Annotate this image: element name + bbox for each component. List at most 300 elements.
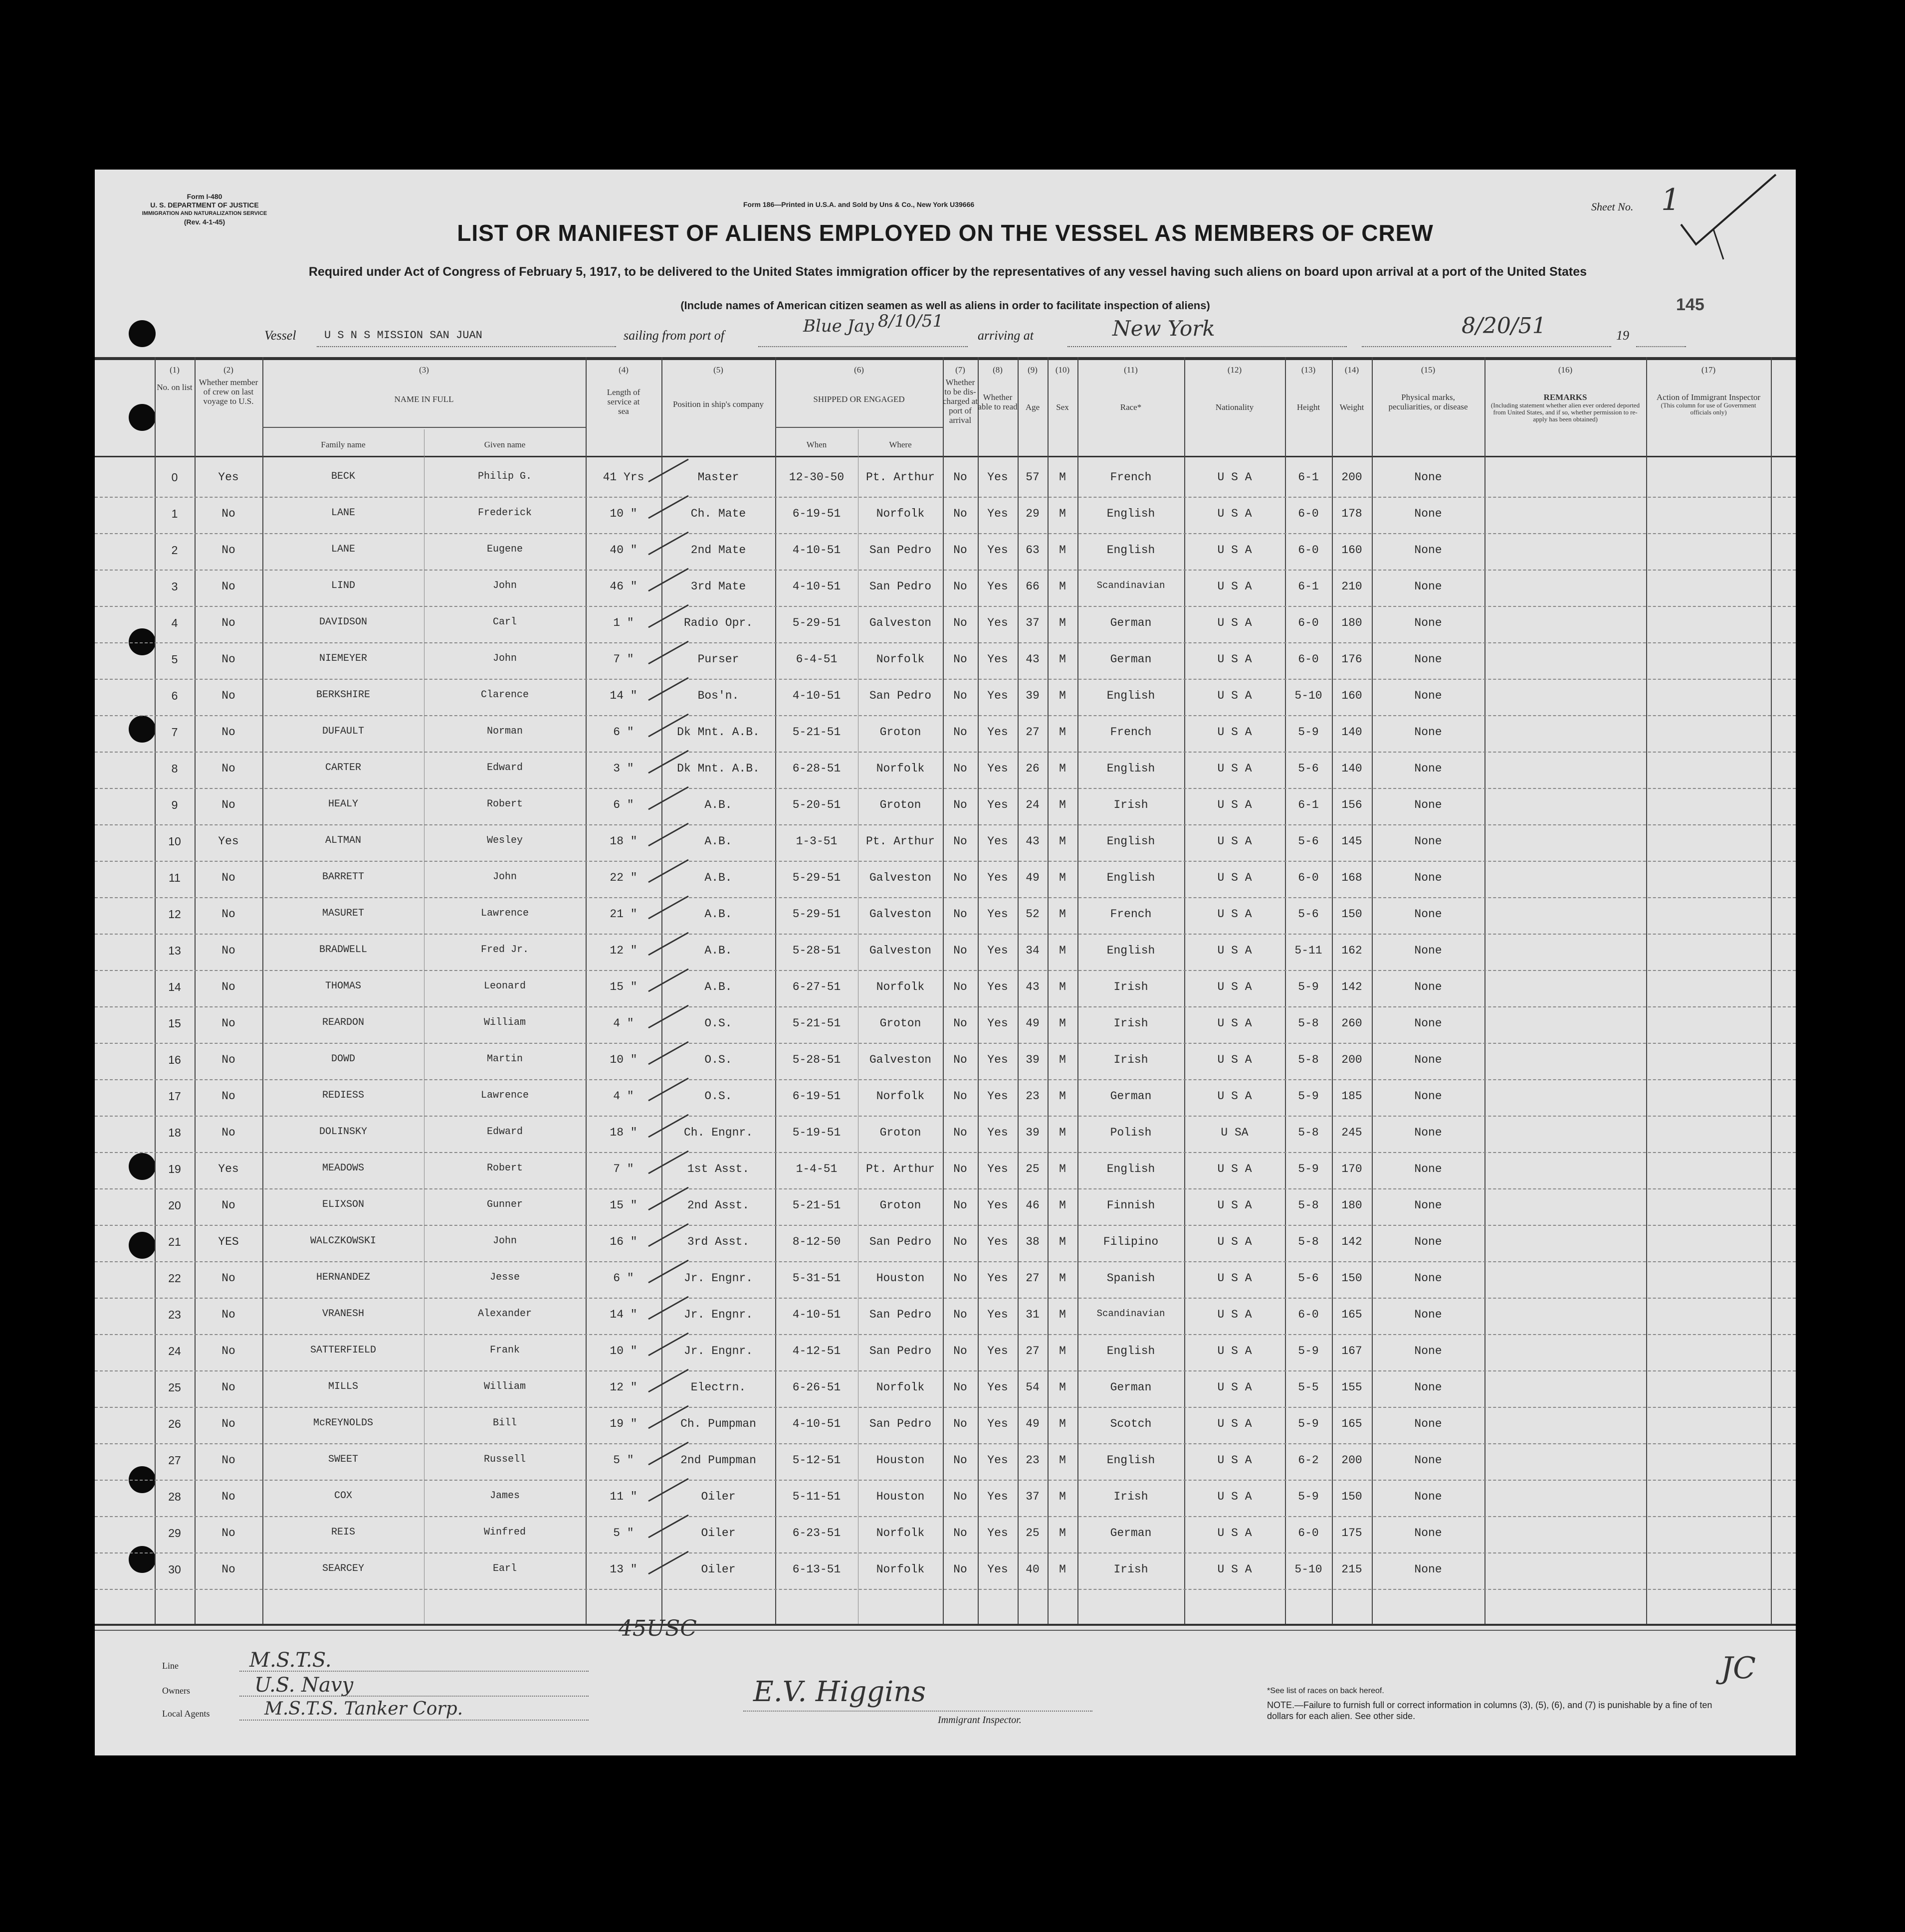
table-row	[95, 1408, 1796, 1444]
cell-race: German	[1110, 1381, 1152, 1394]
year-label: 19	[1616, 328, 1629, 343]
cell-no: 25	[168, 1381, 181, 1394]
cell-family-name: HEALY	[328, 798, 358, 810]
cell-age: 49	[1026, 871, 1040, 884]
cell-no: 8	[171, 762, 178, 775]
cell-age: 39	[1026, 1126, 1040, 1139]
cell-age: 25	[1026, 1162, 1040, 1175]
cell-sex: M	[1059, 616, 1066, 629]
cell-discharged: No	[953, 1126, 967, 1139]
cell-race: English	[1106, 507, 1155, 520]
cell-position: Ch. Mate	[690, 507, 746, 520]
page-number: 145	[1676, 295, 1704, 314]
cell-race: German	[1110, 653, 1152, 666]
cell-family-name: LANE	[331, 544, 355, 555]
cell-physical-marks: None	[1414, 1490, 1442, 1503]
cell-can-read: Yes	[987, 1454, 1008, 1467]
cell-race: English	[1106, 1162, 1155, 1175]
cell-race: German	[1110, 1090, 1152, 1103]
cell-service: 19 "	[610, 1417, 637, 1430]
cell-position: A.B.	[704, 871, 732, 884]
cell-given-name: Martin	[486, 1053, 523, 1065]
cell-given-name: Wesley	[486, 835, 523, 846]
cell-discharged: No	[953, 944, 967, 957]
cell-can-read: Yes	[987, 835, 1008, 848]
col-6-when-header: When	[806, 440, 827, 449]
cell-last-voyage: No	[221, 726, 235, 739]
cell-weight: 215	[1341, 1563, 1362, 1576]
cell-no: 9	[171, 798, 178, 811]
cell-shipped-when: 6-4-51	[796, 653, 838, 666]
cell-service: 10 "	[610, 1345, 637, 1357]
cell-nationality: U S A	[1217, 1490, 1252, 1503]
cell-shipped-where: Groton	[879, 726, 921, 739]
cell-can-read: Yes	[987, 1090, 1008, 1103]
cell-last-voyage: No	[221, 1126, 235, 1139]
cell-family-name: LIND	[331, 580, 355, 591]
cell-can-read: Yes	[987, 616, 1008, 629]
cell-can-read: Yes	[987, 471, 1008, 484]
cell-physical-marks: None	[1414, 980, 1442, 993]
cell-physical-marks: None	[1414, 689, 1442, 702]
cell-given-name: Philip G.	[477, 471, 532, 482]
inspector-signature: E.V. Higgins	[753, 1676, 926, 1708]
cell-family-name: COX	[334, 1490, 352, 1502]
table-row	[95, 1263, 1796, 1299]
table-row	[95, 644, 1796, 680]
cell-shipped-when: 5-31-51	[792, 1272, 841, 1285]
punch-hole	[129, 320, 156, 347]
cell-physical-marks: None	[1414, 798, 1442, 811]
cell-physical-marks: None	[1414, 1417, 1442, 1430]
cell-race: Spanish	[1106, 1272, 1155, 1285]
cell-family-name: SWEET	[328, 1454, 358, 1465]
cell-service: 21 "	[610, 908, 637, 921]
cell-physical-marks: None	[1414, 1090, 1442, 1103]
cell-weight: 150	[1341, 1272, 1362, 1285]
cell-service: 14 "	[610, 1308, 637, 1321]
cell-sex: M	[1059, 544, 1066, 557]
cell-nationality: U SA	[1221, 1126, 1249, 1139]
cell-service: 12 "	[610, 1381, 637, 1394]
cell-age: 43	[1026, 980, 1040, 993]
cell-service: 40 "	[610, 544, 637, 557]
cell-discharged: No	[953, 471, 967, 484]
cell-shipped-where: Norfolk	[876, 1090, 925, 1103]
cell-last-voyage: No	[221, 980, 235, 993]
cell-no: 18	[168, 1126, 181, 1139]
cell-shipped-when: 4-10-51	[792, 580, 841, 593]
cell-height: 5-8	[1298, 1126, 1319, 1139]
cell-last-voyage: No	[221, 616, 235, 629]
cell-discharged: No	[953, 1235, 967, 1248]
cell-nationality: U S A	[1217, 689, 1252, 702]
cell-can-read: Yes	[987, 1563, 1008, 1576]
cell-service: 7 "	[613, 1162, 634, 1175]
cell-service: 4 "	[613, 1090, 634, 1103]
cell-height: 5-6	[1298, 908, 1319, 921]
cell-position: Dk Mnt. A.B.	[677, 726, 760, 739]
cell-shipped-when: 4-10-51	[792, 544, 841, 557]
cell-no: 3	[171, 580, 178, 593]
cell-can-read: Yes	[987, 1417, 1008, 1430]
cell-discharged: No	[953, 1490, 967, 1503]
table-row	[95, 1190, 1796, 1226]
cell-weight: 162	[1341, 944, 1362, 957]
cell-position: Jr. Engnr.	[683, 1272, 753, 1285]
table-row	[95, 862, 1796, 898]
cell-given-name: Eugene	[486, 544, 523, 555]
cell-family-name: BERKSHIRE	[316, 689, 371, 701]
cell-race: German	[1110, 1527, 1152, 1540]
cell-physical-marks: None	[1414, 944, 1442, 957]
cell-height: 6-0	[1298, 616, 1319, 629]
cell-discharged: No	[953, 1454, 967, 1467]
cell-given-name: William	[483, 1017, 526, 1028]
cell-discharged: No	[953, 544, 967, 557]
cell-can-read: Yes	[987, 1490, 1008, 1503]
col-5-header: (5) Position in ship's company	[672, 365, 764, 409]
cell-weight: 200	[1341, 1053, 1362, 1066]
punch-hole	[129, 404, 156, 431]
cell-family-name: SEARCEY	[322, 1563, 364, 1574]
cell-given-name: Clarence	[480, 689, 529, 701]
cell-family-name: DOLINSKY	[319, 1126, 367, 1138]
cell-last-voyage: No	[221, 1345, 235, 1357]
cell-age: 63	[1026, 544, 1040, 557]
table-row	[95, 1299, 1796, 1335]
cell-nationality: U S A	[1217, 1199, 1252, 1212]
cell-no: 4	[171, 616, 178, 629]
cell-can-read: Yes	[987, 980, 1008, 993]
cell-no: 16	[168, 1053, 181, 1066]
cell-height: 5-8	[1298, 1017, 1319, 1030]
cell-race: Polish	[1110, 1126, 1152, 1139]
cell-can-read: Yes	[987, 580, 1008, 593]
cell-race: Filipino	[1103, 1235, 1159, 1248]
cell-no: 26	[168, 1417, 181, 1430]
cell-race: English	[1106, 835, 1155, 848]
table-row	[95, 680, 1796, 716]
cell-can-read: Yes	[987, 1053, 1008, 1066]
cell-sex: M	[1059, 944, 1066, 957]
cell-weight: 145	[1341, 835, 1362, 848]
cell-physical-marks: None	[1414, 1527, 1442, 1540]
cell-position: O.S.	[704, 1053, 732, 1066]
cell-shipped-where: San Pedro	[869, 1417, 932, 1430]
cell-age: 27	[1026, 1272, 1040, 1285]
cell-race: Scotch	[1110, 1417, 1152, 1430]
cell-shipped-where: Norfolk	[876, 980, 925, 993]
cell-sex: M	[1059, 908, 1066, 921]
cell-shipped-when: 5-20-51	[792, 798, 841, 811]
table-row	[95, 571, 1796, 607]
cell-nationality: U S A	[1217, 1053, 1252, 1066]
cell-discharged: No	[953, 980, 967, 993]
cell-age: 38	[1026, 1235, 1040, 1248]
cell-nationality: U S A	[1217, 908, 1252, 921]
cell-service: 14 "	[610, 689, 637, 702]
cell-age: 29	[1026, 507, 1040, 520]
cell-height: 6-1	[1298, 471, 1319, 484]
cell-shipped-where: San Pedro	[869, 689, 932, 702]
cell-shipped-where: Norfolk	[876, 762, 925, 775]
cell-race: French	[1110, 471, 1152, 484]
cell-sex: M	[1059, 1162, 1066, 1175]
inclusion-note: (Include names of American citizen seamen as well as aliens in order to facilitate inspection of aliens)	[680, 299, 1210, 312]
cell-no: 5	[171, 653, 178, 666]
cell-sex: M	[1059, 980, 1066, 993]
cell-given-name: Robert	[486, 1162, 523, 1174]
cell-height: 6-0	[1298, 507, 1319, 520]
cell-family-name: LANE	[331, 507, 355, 519]
cell-service: 4 "	[613, 1017, 634, 1030]
cell-family-name: CARTER	[325, 762, 361, 773]
table-row	[95, 1044, 1796, 1080]
cell-sex: M	[1059, 1345, 1066, 1357]
cell-race: Scandinavian	[1096, 580, 1165, 591]
cell-service: 16 "	[610, 1235, 637, 1248]
cell-height: 5-6	[1298, 1272, 1319, 1285]
cell-position: A.B.	[704, 980, 732, 993]
cell-height: 5-8	[1298, 1235, 1319, 1248]
cell-discharged: No	[953, 1381, 967, 1394]
cell-sex: M	[1059, 689, 1066, 702]
cell-age: 27	[1026, 1345, 1040, 1357]
cell-given-name: Gunner	[486, 1199, 523, 1210]
cell-discharged: No	[953, 616, 967, 629]
cell-no: 10	[168, 835, 181, 848]
cell-no: 24	[168, 1345, 181, 1357]
cell-age: 46	[1026, 1199, 1040, 1212]
cell-shipped-where: Houston	[876, 1454, 925, 1467]
cell-race: English	[1106, 1454, 1155, 1467]
cell-weight: 140	[1341, 726, 1362, 739]
cell-no: 29	[168, 1527, 181, 1540]
cell-physical-marks: None	[1414, 580, 1442, 593]
cell-height: 5-9	[1298, 980, 1319, 993]
cell-position: Ch. Engnr.	[683, 1126, 753, 1139]
cell-age: 43	[1026, 835, 1040, 848]
cell-can-read: Yes	[987, 1345, 1008, 1357]
cell-can-read: Yes	[987, 798, 1008, 811]
cell-discharged: No	[953, 762, 967, 775]
cell-race: French	[1110, 908, 1152, 921]
cell-age: 27	[1026, 726, 1040, 739]
cell-weight: 200	[1341, 471, 1362, 484]
tick-marks	[614, 452, 763, 1649]
cell-age: 52	[1026, 908, 1040, 921]
cell-shipped-when: 6-26-51	[792, 1381, 841, 1394]
col-4-header: (4) Length of service at sea	[607, 365, 640, 416]
cell-shipped-where: San Pedro	[869, 1345, 932, 1357]
cell-age: 25	[1026, 1527, 1040, 1540]
cell-race: English	[1106, 544, 1155, 557]
cell-physical-marks: None	[1414, 1563, 1442, 1576]
cell-no: 1	[171, 507, 178, 520]
cell-nationality: U S A	[1217, 871, 1252, 884]
cell-age: 23	[1026, 1090, 1040, 1103]
cell-height: 5-9	[1298, 1417, 1319, 1430]
cell-given-name: James	[489, 1490, 520, 1502]
cell-service: 6 "	[613, 1272, 634, 1285]
cell-age: 26	[1026, 762, 1040, 775]
cell-nationality: U S A	[1217, 580, 1252, 593]
cell-physical-marks: None	[1414, 1017, 1442, 1030]
cell-height: 6-0	[1298, 1527, 1319, 1540]
cell-shipped-when: 4-10-51	[792, 1417, 841, 1430]
cell-height: 5-8	[1298, 1053, 1319, 1066]
col-8-header: (8) Whether able to read	[978, 365, 1018, 411]
cell-height: 5-6	[1298, 835, 1319, 848]
cell-weight: 168	[1341, 871, 1362, 884]
cell-age: 49	[1026, 1017, 1040, 1030]
cell-shipped-when: 5-21-51	[792, 1017, 841, 1030]
cell-no: 22	[168, 1272, 181, 1285]
cell-height: 6-1	[1298, 798, 1319, 811]
cell-service: 1 "	[613, 616, 634, 629]
cell-last-voyage: No	[221, 1308, 235, 1321]
cell-sex: M	[1059, 471, 1066, 484]
cell-shipped-when: 5-28-51	[792, 944, 841, 957]
cell-discharged: No	[953, 507, 967, 520]
cell-race: Irish	[1113, 798, 1148, 811]
cell-height: 6-0	[1298, 871, 1319, 884]
cell-nationality: U S A	[1217, 1563, 1252, 1576]
cell-no: 20	[168, 1199, 181, 1212]
cell-shipped-where: Pt. Arthur	[865, 835, 935, 848]
cell-race: French	[1110, 726, 1152, 739]
cell-last-voyage: No	[221, 1563, 235, 1576]
cell-shipped-when: 5-21-51	[792, 726, 841, 739]
cell-sex: M	[1059, 1199, 1066, 1212]
cell-nationality: U S A	[1217, 944, 1252, 957]
cell-last-voyage: No	[221, 1053, 235, 1066]
cell-given-name: Alexander	[477, 1308, 532, 1320]
initials: JC	[1721, 1651, 1756, 1686]
cell-position: Oiler	[701, 1563, 736, 1576]
cell-physical-marks: None	[1414, 1381, 1442, 1394]
cell-shipped-when: 5-12-51	[792, 1454, 841, 1467]
cell-weight: 260	[1341, 1017, 1362, 1030]
cell-age: 34	[1026, 944, 1040, 957]
table-row	[95, 1445, 1796, 1481]
cell-service: 41 Yrs	[603, 471, 644, 484]
cell-no: 14	[168, 980, 181, 993]
cell-weight: 178	[1341, 507, 1362, 520]
cell-shipped-when: 6-13-51	[792, 1563, 841, 1576]
cell-no: 19	[168, 1162, 181, 1175]
cell-age: 37	[1026, 616, 1040, 629]
cell-physical-marks: None	[1414, 616, 1442, 629]
table-row	[95, 1081, 1796, 1117]
cell-weight: 160	[1341, 544, 1362, 557]
col-2-header: (2) Whether member of crew on last voyage to U.S.	[199, 365, 258, 406]
col-12-header: (12) Nationality	[1215, 365, 1254, 412]
cell-no: 21	[168, 1235, 181, 1248]
cell-weight: 180	[1341, 616, 1362, 629]
department-name: U. S. DEPARTMENT OF JUSTICE	[150, 201, 259, 209]
cell-service: 5 "	[613, 1454, 634, 1467]
cell-family-name: BRADWELL	[319, 944, 367, 956]
cell-nationality: U S A	[1217, 1272, 1252, 1285]
table-row	[95, 1518, 1796, 1553]
cell-family-name: SATTERFIELD	[310, 1345, 377, 1356]
cell-last-voyage: No	[221, 1381, 235, 1394]
cell-physical-marks: None	[1414, 1126, 1442, 1139]
cell-last-voyage: No	[221, 798, 235, 811]
col-1-header: (1) No. on list	[157, 365, 193, 392]
cell-position: A.B.	[704, 798, 732, 811]
cell-service: 22 "	[610, 871, 637, 884]
cell-discharged: No	[953, 1308, 967, 1321]
form-number: Form I-480	[187, 193, 222, 200]
cell-shipped-where: Norfolk	[876, 1381, 925, 1394]
cell-weight: 167	[1341, 1345, 1362, 1357]
cell-given-name: Earl	[492, 1563, 517, 1574]
cell-family-name: DUFAULT	[322, 726, 364, 737]
cell-position: Oiler	[701, 1490, 736, 1503]
cell-race: English	[1106, 1345, 1155, 1357]
cell-shipped-when: 5-21-51	[792, 1199, 841, 1212]
cell-can-read: Yes	[987, 1308, 1008, 1321]
cell-given-name: Edward	[486, 1126, 523, 1138]
cell-physical-marks: None	[1414, 726, 1442, 739]
cell-can-read: Yes	[987, 544, 1008, 557]
cell-height: 5-9	[1298, 1345, 1319, 1357]
cell-no: 13	[168, 944, 181, 957]
cell-age: 54	[1026, 1381, 1040, 1394]
cell-nationality: U S A	[1217, 762, 1252, 775]
cell-discharged: No	[953, 580, 967, 593]
form-revision: (Rev. 4-1-45)	[184, 218, 225, 226]
cell-no: 30	[168, 1563, 181, 1576]
cell-nationality: U S A	[1217, 1527, 1252, 1540]
cell-height: 6-1	[1298, 580, 1319, 593]
cell-sex: M	[1059, 835, 1066, 848]
cell-last-voyage: No	[221, 544, 235, 557]
cell-nationality: U S A	[1217, 1235, 1252, 1248]
cell-last-voyage: No	[221, 1017, 235, 1030]
cell-position: A.B.	[704, 835, 732, 848]
sheet-number: 1	[1661, 183, 1681, 217]
cell-last-voyage: No	[221, 689, 235, 702]
cell-given-name: Norman	[486, 726, 523, 737]
cell-no: 0	[171, 471, 178, 484]
cell-can-read: Yes	[987, 944, 1008, 957]
cell-position: Bos'n.	[697, 689, 739, 702]
legal-note: NOTE.—Failure to furnish full or correct information in columns (3), (5), (6), and (7) is punishable by a fine of ten dollars for each alien. See other side.	[1267, 1700, 1712, 1721]
cell-family-name: ALTMAN	[325, 835, 361, 846]
cell-given-name: Frederick	[477, 507, 532, 519]
cell-nationality: U S A	[1217, 1090, 1252, 1103]
table-row	[95, 789, 1796, 825]
col-3-header: (3) NAME IN FULL	[394, 365, 454, 404]
cell-family-name: THOMAS	[325, 980, 361, 992]
cell-family-name: VRANESH	[322, 1308, 364, 1320]
cell-position: Jr. Engnr.	[683, 1345, 753, 1357]
table-row	[95, 935, 1796, 971]
cell-service: 10 "	[610, 507, 637, 520]
cell-given-name: John	[492, 653, 517, 664]
cell-race: English	[1106, 871, 1155, 884]
vessel-label: Vessel	[264, 328, 296, 343]
cell-family-name: BECK	[331, 471, 355, 482]
table-row	[95, 717, 1796, 753]
cell-nationality: U S A	[1217, 1345, 1252, 1357]
cell-family-name: MASURET	[322, 908, 364, 919]
cell-sex: M	[1059, 1417, 1066, 1430]
